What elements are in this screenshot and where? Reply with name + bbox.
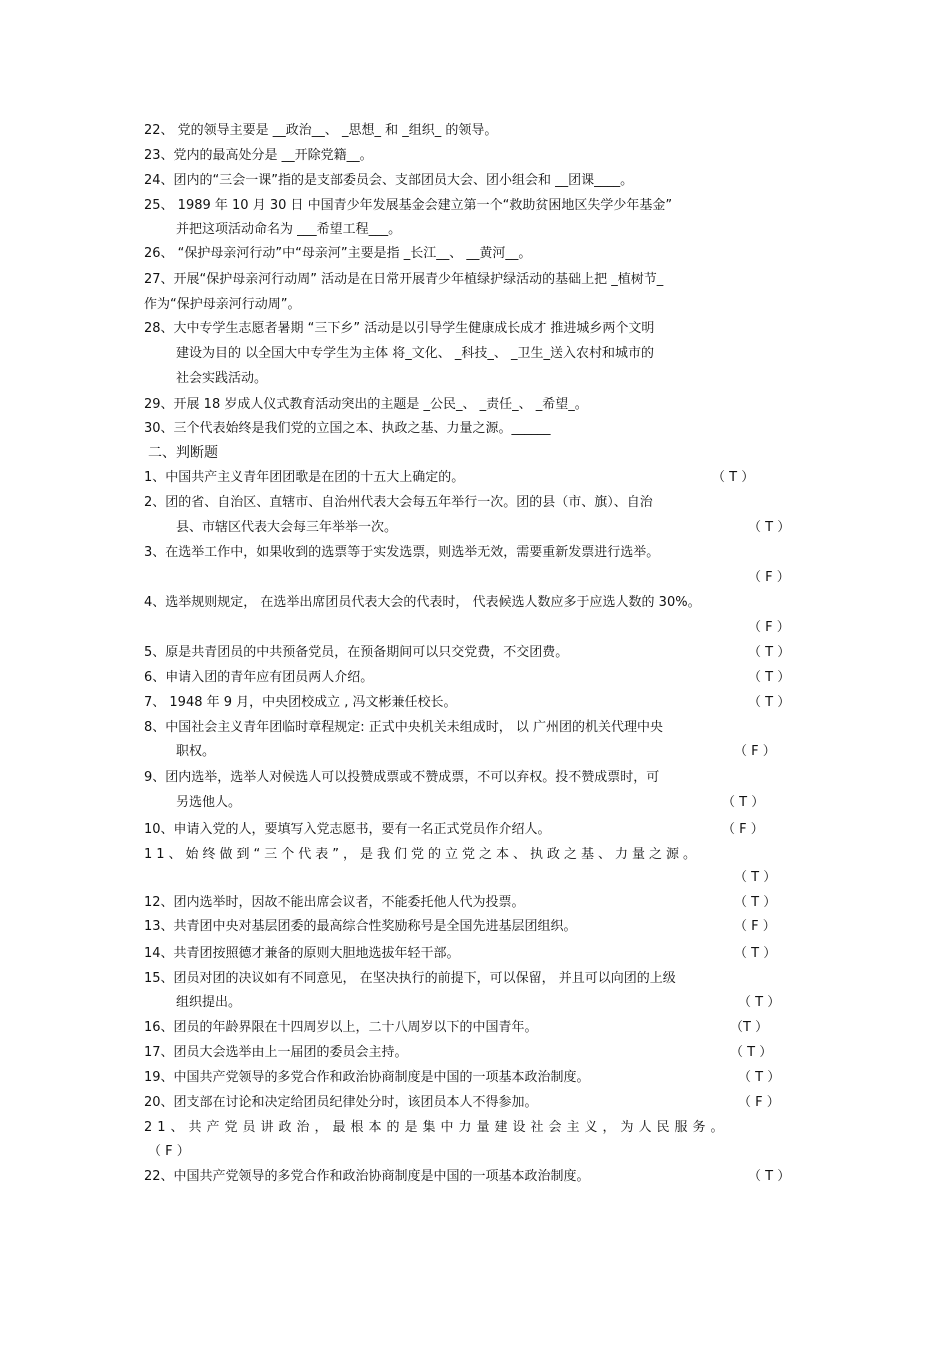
judgment-16: 16、团员的年龄界限在十四周岁以上，二十八周岁以下的中国青年。	[144, 1020, 538, 1035]
question-24: 24、团内的“三会一课”指的是支部委员会、支部团员大会、团小组会和 __团课____。	[144, 173, 634, 188]
judgment-3: 3、在选举工作中，如果收到的选票等于实发选票，则选举无效，需要重新发票进行选举。	[144, 545, 660, 560]
judgment-1-answer: （ T ）	[712, 470, 755, 485]
judgment-1: 1、中国共产主义青年团团歌是在团的十五大上确定的。	[144, 470, 465, 485]
question-26: 26、 “保护母亲河行动”中“母亲河”主要是指 _长江__、 __黄河__。	[144, 246, 532, 261]
judgment-13: 13、共青团中央对基层团委的最高综合性奖励称号是全国先进基层团组织。	[144, 919, 577, 934]
judgment-10-answer: （ F ）	[722, 822, 764, 837]
judgment-5-answer: （ T ）	[748, 645, 791, 660]
judgment-19: 19、中国共产党领导的多党合作和政治协商制度是中国的一项基本政治制度。	[144, 1070, 590, 1085]
judgment-13-answer: （ F ）	[734, 919, 776, 934]
judgment-4: 4、选举规则规定， 在选举出席团员代表大会的代表时， 代表候选人数应多于应选人数的 30%。	[144, 595, 701, 610]
judgment-4-answer: （ F ）	[748, 620, 790, 635]
judgment-14: 14、共青团按照德才兼备的原则大胆地选拔年轻干部。	[144, 946, 460, 961]
judgment-14-answer: （ T ）	[734, 946, 777, 961]
judgment-16-answer: （T ）	[730, 1020, 769, 1035]
judgment-2-cont: 县、市辖区代表大会每三年举举一次。	[176, 520, 398, 535]
question-29: 29、开展 18 岁成人仪式教育活动突出的主题是 _公民_、 _责任_、 _希望_。	[144, 397, 588, 412]
judgment-17: 17、团员大会选举由上一届团的委员会主持。	[144, 1045, 408, 1060]
judgment-19-answer: （ T ）	[738, 1070, 781, 1085]
judgment-8-answer: （ F ）	[734, 744, 776, 759]
question-25-cont: 并把这项活动命名为 ___希望工程___。	[176, 222, 402, 237]
judgment-20: 20、团支部在讨论和决定给团员纪律处分时，该团员本人不得参加。	[144, 1095, 538, 1110]
judgment-6-answer: （ T ）	[748, 670, 791, 685]
judgment-2-answer: （ T ）	[748, 520, 791, 535]
judgment-22: 22、中国共产党领导的多党合作和政治协商制度是中国的一项基本政治制度。	[144, 1169, 590, 1184]
judgment-9: 9、团内选举，选举人对候选人可以投赞成票或不赞成票，不可以弃权。投不赞成票时，可	[144, 770, 660, 785]
judgment-21: 21、共产党员讲政治，最根本的是集中力量建设社会主义，为人民服务。	[144, 1120, 729, 1135]
judgment-11: 11、始终做到“三个代表”，是我们党的立党之本、执政之基、力量之源。	[144, 847, 701, 862]
judgment-12-answer: （ T ）	[734, 895, 777, 910]
judgment-7: 7、 1948 年 9 月，中央团校成立 , 冯文彬兼任校长。	[144, 695, 457, 710]
judgment-9-cont: 另选他人。	[176, 795, 242, 810]
section-title: 二、判断题	[148, 445, 218, 461]
judgment-15-cont: 组织提出。	[176, 995, 242, 1010]
question-22: 22、 党的领导主要是 __政治__、 _思想_ 和 _组织_ 的领导。	[144, 123, 498, 138]
judgment-8: 8、中国社会主义青年团临时章程规定: 正式中央机关未组成时， 以 广州团的机关代理中央	[144, 720, 664, 735]
judgment-22-answer: （ T ）	[748, 1169, 791, 1184]
judgment-11-answer: （ T ）	[734, 870, 777, 885]
judgment-20-answer: （ F ）	[738, 1095, 780, 1110]
judgment-12: 12、团内选举时，因故不能出席会议者，不能委托他人代为投票。	[144, 895, 525, 910]
question-30: 30、三个代表始终是我们党的立国之本、执政之基、力量之源。______	[144, 421, 551, 436]
judgment-8-cont: 职权。	[176, 744, 216, 759]
question-28-cont: 建设为目的 以全国大中专学生为主体 将_文化、 _科技_、 _卫生_送入农村和城市的	[176, 346, 655, 361]
question-27: 27、开展“保护母亲河行动周” 活动是在日常开展青少年植绿护绿活动的基础上把 _植树节_	[144, 272, 664, 287]
judgment-6: 6、申请入团的青年应有团员两人介绍。	[144, 670, 374, 685]
judgment-21-answer: （ F ）	[148, 1144, 190, 1159]
question-28: 28、大中专学生志愿者暑期 “三下乡” 活动是以引导学生健康成长成才 推进城乡两个文明	[144, 321, 655, 336]
judgment-15-answer: （ T ）	[738, 995, 781, 1010]
question-27-cont: 作为“保护母亲河行动周”。	[144, 297, 301, 312]
judgment-5: 5、原是共青团员的中共预备党员，在预备期间可以只交党费，不交团费。	[144, 645, 569, 660]
question-28-cont2: 社会实践活动。	[176, 371, 268, 386]
judgment-15: 15、团员对团的决议如有不同意见， 在坚决执行的前提下，可以保留， 并且可以向团的上级	[144, 971, 676, 986]
judgment-9-answer: （ T ）	[722, 795, 765, 810]
question-23: 23、党内的最高处分是 __开除党籍__。	[144, 148, 373, 163]
judgment-3-answer: （ F ）	[748, 570, 790, 585]
question-25: 25、 1989 年 10 月 30 日 中国青少年发展基金会建立第一个“救助贫困地区失学少年基金”	[144, 198, 673, 213]
judgment-10: 10、申请入党的人，要填写入党志愿书，要有一名正式党员作介绍人。	[144, 822, 551, 837]
judgment-17-answer: （ T ）	[730, 1045, 773, 1060]
judgment-2: 2、团的省、自治区、直辖市、自治州代表大会每五年举行一次。团的县（市、旗）、自治	[144, 495, 653, 510]
judgment-7-answer: （ T ）	[748, 695, 791, 710]
